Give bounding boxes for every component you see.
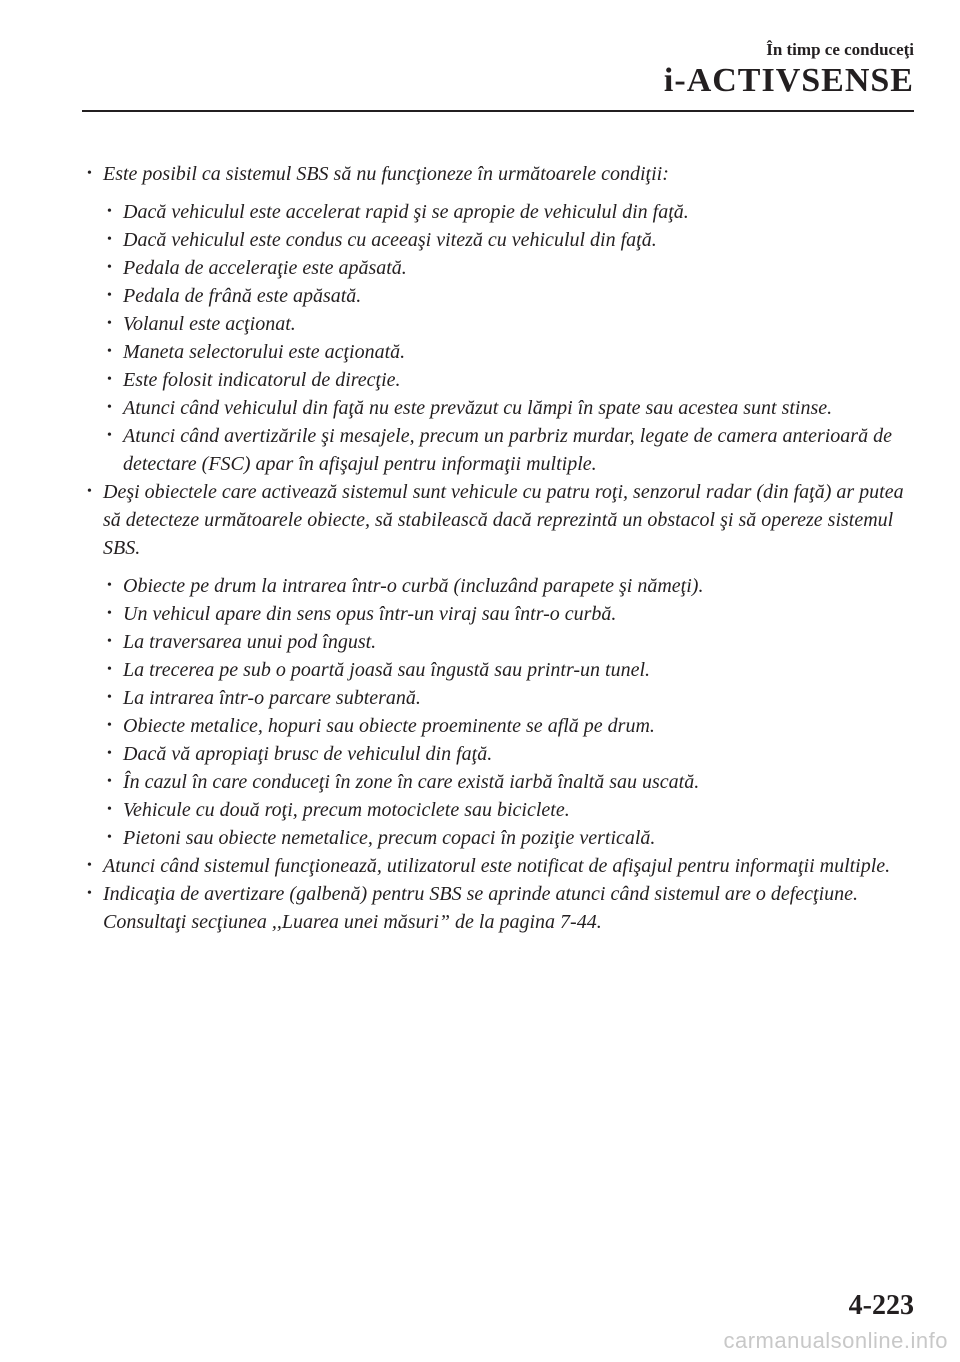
sub-bullet-text: Dacă vă apropiaţi brusc de vehiculul din faţă.: [123, 743, 493, 765]
sub-bullet-text: Dacă vehiculul este accelerat rapid şi se apropie de vehiculul din faţă.: [123, 201, 689, 223]
bullet-icon: •: [107, 774, 112, 789]
page-header: [664, 40, 914, 100]
bullet-icon: •: [107, 288, 112, 303]
page-content: [80, 160, 920, 936]
sub-bullet-text: Maneta selectorului este acţionată.: [123, 341, 406, 363]
bullet-icon: •: [107, 718, 112, 733]
bullet-icon: •: [107, 204, 112, 219]
bullet-icon: •: [107, 372, 112, 387]
bullet-text: Deşi obiectele care activează sistemul sunt vehicule cu patru roţi, senzorul radar (din faţă) ar putea să detecteze următoarele obiecte, să stabilească dacă reprezintă un obstacol şi să opereze sistemul SBS.: [103, 481, 904, 559]
bullet-icon: •: [107, 344, 112, 359]
sub-bullet-item: [80, 310, 920, 338]
sub-bullet-text: La intrarea într-o parcare subterană.: [123, 687, 421, 709]
bullet-icon: •: [87, 484, 92, 499]
sub-bullet-item: [80, 254, 920, 282]
sub-bullet-item: [80, 198, 920, 226]
sub-bullet-text: În cazul în care conduceţi în zone în care există iarbă înaltă sau uscată.: [123, 771, 700, 793]
bullet-icon: •: [107, 260, 112, 275]
bullet-item: [80, 160, 920, 188]
sub-bullet-item: [80, 684, 920, 712]
sub-bullet-item: [80, 740, 920, 768]
bullet-icon: •: [107, 662, 112, 677]
sub-bullet-item: [80, 366, 920, 394]
page-number: 4-223: [848, 1290, 914, 1321]
sub-bullet-text: Atunci când vehiculul din faţă nu este prevăzut cu lămpi în spate sau acestea sunt stinse.: [123, 397, 833, 419]
bullet-icon: •: [87, 858, 92, 873]
header-divider: [82, 110, 914, 112]
sub-bullet-item: [80, 282, 920, 310]
sub-bullet-text: Volanul este acţionat.: [123, 313, 296, 335]
sub-bullet-text: Obiecte pe drum la intrarea într-o curbă (incluzând parapete şi nămeţi).: [123, 575, 704, 597]
sub-bullet-item: [80, 422, 920, 478]
sub-bullet-item: [80, 712, 920, 740]
bullet-icon: •: [107, 690, 112, 705]
sub-bullet-item: [80, 394, 920, 422]
sub-bullet-text: Pedala de acceleraţie este apăsată.: [123, 257, 407, 279]
bullet-text: Atunci când sistemul funcţionează, utilizatorul este notificat de afişajul pentru informaţii multiple.: [103, 855, 891, 877]
bullet-icon: •: [107, 606, 112, 621]
sub-bullet-item: [80, 600, 920, 628]
sub-bullet-item: [80, 338, 920, 366]
sub-bullet-text: La trecerea pe sub o poartă joasă sau îngustă sau printr-un tunel.: [123, 659, 651, 681]
sub-bullet-text: Este folosit indicatorul de direcţie.: [123, 369, 401, 391]
sub-bullet-text: La traversarea unui pod îngust.: [123, 631, 377, 653]
watermark: carmanualsonline.info: [723, 1328, 948, 1353]
sub-bullet-item: [80, 824, 920, 852]
sub-bullet-text: Obiecte metalice, hopuri sau obiecte proeminente se află pe drum.: [123, 715, 655, 737]
sub-bullet-item: [80, 226, 920, 254]
bullet-item: [80, 880, 920, 936]
sub-bullet-item: [80, 768, 920, 796]
bullet-text: Este posibil ca sistemul SBS să nu funcţioneze în următoarele condiţii:: [103, 163, 669, 185]
sub-bullet-item: [80, 628, 920, 656]
bullet-icon: •: [87, 886, 92, 901]
sub-bullet-text: Atunci când avertizările şi mesajele, precum un parbriz murdar, legate de camera anterioară de detectare (FSC) apar în afişajul pentru informaţii multiple.: [123, 425, 892, 475]
bullet-icon: •: [107, 400, 112, 415]
bullet-item: [80, 852, 920, 880]
sub-bullet-text: Pedala de frână este apăsată.: [123, 285, 362, 307]
sub-bullet-item: [80, 656, 920, 684]
bullet-icon: •: [107, 316, 112, 331]
bullet-item: [80, 478, 920, 562]
bullet-text: Indicaţia de avertizare (galbenă) pentru SBS se aprinde atunci când sistemul are o defecţiune.: [103, 883, 859, 905]
sub-bullet-text: Un vehicul apare din sens opus într-un viraj sau într-o curbă.: [123, 603, 617, 625]
sub-bullet-text: Vehicule cu două roţi, precum motociclete sau biciclete.: [123, 799, 570, 821]
bullet-icon: •: [107, 634, 112, 649]
bullet-icon: •: [107, 232, 112, 247]
bullet-icon: •: [107, 428, 112, 443]
bullet-icon: •: [107, 746, 112, 761]
section-title: În timp ce conduceţi: [766, 40, 914, 59]
bullet-icon: •: [107, 578, 112, 593]
sub-bullet-item: [80, 796, 920, 824]
cross-reference: Consultaţi secţiunea ,,Luarea unei măsuri” de la pagina 7-44.: [103, 911, 602, 933]
sub-bullet-text: Pietoni sau obiecte nemetalice, precum copaci în poziţie verticală.: [123, 827, 656, 849]
sub-bullet-text: Dacă vehiculul este condus cu aceeaşi viteză cu vehiculul din faţă.: [123, 229, 657, 251]
chapter-title: i-ACTIVSENSE: [663, 62, 914, 99]
bullet-icon: •: [107, 830, 112, 845]
sub-bullet-item: [80, 572, 920, 600]
bullet-icon: •: [107, 802, 112, 817]
bullet-icon: •: [87, 166, 92, 181]
